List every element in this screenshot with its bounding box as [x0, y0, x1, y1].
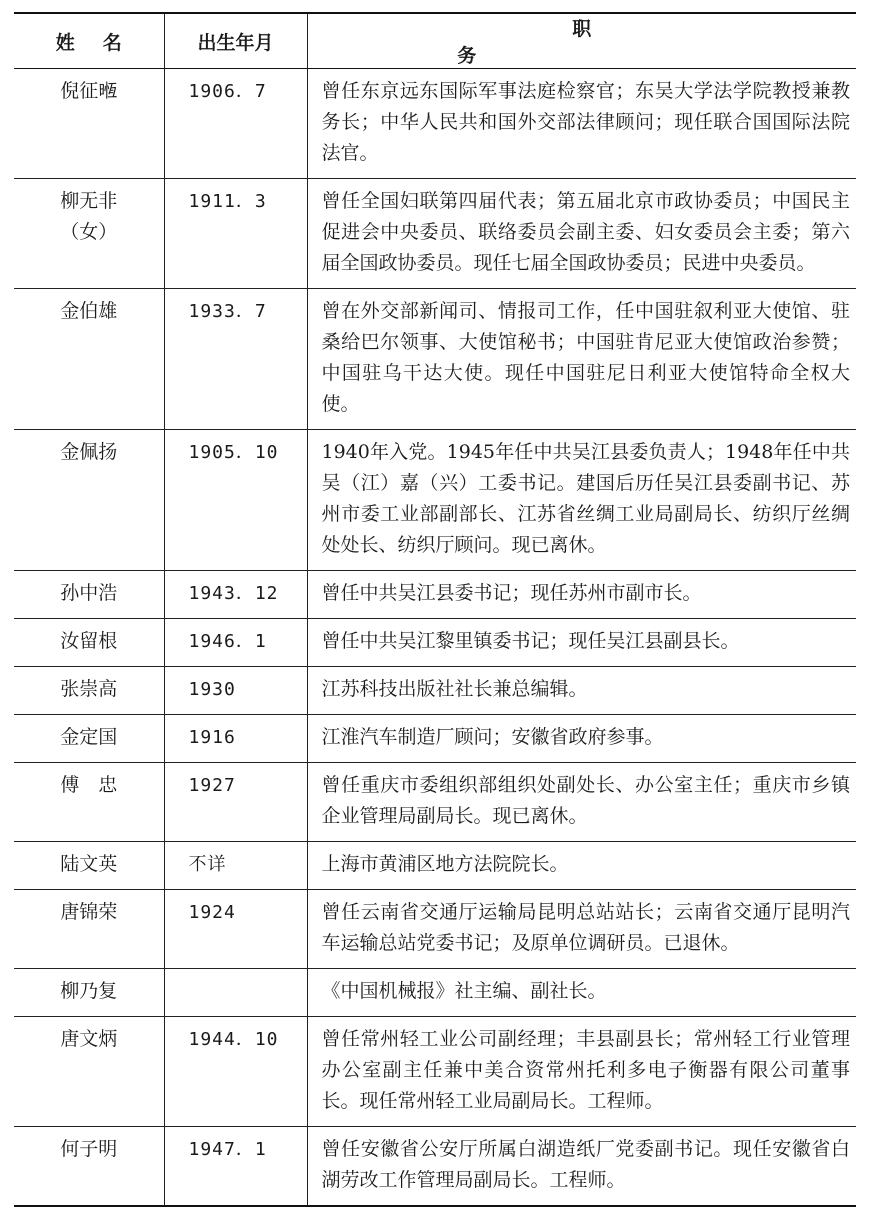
birth-date: 1946．1 [164, 619, 307, 667]
person-name-cell [14, 619, 164, 667]
person-name: 金佩扬 [60, 441, 118, 463]
person-name: 金定国 [60, 726, 118, 748]
birth-date: 1944．10 [164, 1017, 307, 1127]
person-name: 汝留根 [60, 630, 118, 652]
table-row [14, 890, 856, 969]
table-row [14, 969, 856, 1017]
duty-description: 曾任常州轻工业公司副经理；丰县副县长；常州轻工行业管理办公室副主任兼中美合资常州托利多电子衡器有限公司董事长。现任常州轻工业局副局长。工程师。 [307, 1017, 856, 1127]
person-name-cell [14, 715, 164, 763]
personnel-table [14, 12, 856, 1207]
birth-date: 1905．10 [164, 430, 307, 571]
person-name-cell [14, 430, 164, 571]
person-name: 柳无非 [60, 190, 118, 212]
birth-date: 不详 [164, 842, 307, 890]
table-row [14, 179, 856, 289]
header-birth: 出生年月 [164, 13, 307, 69]
birth-date: 1911．3 [164, 179, 307, 289]
duty-description: 曾任安徽省公安厅所属白湖造纸厂党委副书记。现任安徽省白湖劳改工作管理局副局长。工程师。 [307, 1127, 856, 1207]
duty-description: 江淮汽车制造厂顾问；安徽省政府参事。 [307, 715, 856, 763]
person-name-cell [14, 667, 164, 715]
duty-description: 曾任东京远东国际军事法庭检察官；东吴大学法学院教授兼教务长；中华人民共和国外交部法律顾问；现任联合国国际法院法官。 [307, 69, 856, 179]
person-name: 唐锦荣 [60, 901, 118, 923]
person-name: 孙中浩 [60, 582, 118, 604]
table-row [14, 289, 856, 430]
person-name: 何子明 [60, 1138, 118, 1160]
duty-description: 曾任重庆市委组织部组织处副处长、办公室主任；重庆市乡镇企业管理局副局长。现已离休。 [307, 763, 856, 842]
table-row [14, 430, 856, 571]
table-row [14, 1017, 856, 1127]
table-row [14, 619, 856, 667]
duty-description: 江苏科技出版社社长兼总编辑。 [307, 667, 856, 715]
header-name: 姓名 [14, 13, 164, 69]
person-name-cell [14, 69, 164, 179]
duty-description: 曾在外交部新闻司、情报司工作，任中国驻叙利亚大使馆、驻桑给巴尔领事、大使馆秘书；中国驻肯尼亚大使馆政治参赞；中国驻乌干达大使。现任中国驻尼日利亚大使馆特命全权大使。 [307, 289, 856, 430]
person-name-cell [14, 763, 164, 842]
birth-date: 1906．7 [164, 69, 307, 179]
duty-description: 曾任全国妇联第四届代表；第五届北京市政协委员；中国民主促进会中央委员、联络委员会副主委、妇女委员会主委；第六届全国政协委员。现任七届全国政协委员；民进中央委员。 [307, 179, 856, 289]
table-row [14, 571, 856, 619]
person-name: 倪征𣈶 [60, 80, 118, 102]
birth-date: 1943．12 [164, 571, 307, 619]
table-row [14, 763, 856, 842]
person-name-cell [14, 842, 164, 890]
table-header-row [14, 13, 856, 69]
person-name-cell [14, 289, 164, 430]
duty-description: 曾任中共吴江县委书记；现任苏州市副市长。 [307, 571, 856, 619]
header-duty: 职务 [307, 13, 856, 69]
person-name-cell [14, 969, 164, 1017]
duty-description: 曾任中共吴江黎里镇委书记；现任吴江县副县长。 [307, 619, 856, 667]
table-row [14, 667, 856, 715]
person-name-cell [14, 1127, 164, 1207]
birth-date: 1927 [164, 763, 307, 842]
birth-date: 1930 [164, 667, 307, 715]
person-name-note: （女） [60, 221, 118, 243]
duty-description: 1940年入党。1945年任中共吴江县委负责人；1948年任中共吴（江）嘉（兴）工委书记。建国后历任吴江县委副书记、苏州市委工业部副部长、江苏省丝绸工业局副局长、纺织厅丝绸处处长、纺织厅顾问。现已离休。 [307, 430, 856, 571]
table-row [14, 1127, 856, 1207]
person-name-cell [14, 571, 164, 619]
table-row [14, 842, 856, 890]
person-name: 唐文炳 [60, 1028, 118, 1050]
birth-date: 1916 [164, 715, 307, 763]
table-row [14, 69, 856, 179]
person-name: 金伯雄 [60, 300, 118, 322]
person-name-cell [14, 890, 164, 969]
birth-date [164, 969, 307, 1017]
biography-table-page [14, 12, 856, 1207]
person-name-cell [14, 179, 164, 289]
birth-date: 1933．7 [164, 289, 307, 430]
duty-description: 曾任云南省交通厅运输局昆明总站站长；云南省交通厅昆明汽车运输总站党委书记；及原单位调研员。已退休。 [307, 890, 856, 969]
duty-description: 《中国机械报》社主编、副社长。 [307, 969, 856, 1017]
person-name: 陆文英 [60, 853, 118, 875]
person-name: 柳乃复 [60, 980, 118, 1002]
table-row [14, 715, 856, 763]
duty-description: 上海市黄浦区地方法院院长。 [307, 842, 856, 890]
birth-date: 1924 [164, 890, 307, 969]
person-name: 张崇高 [60, 678, 118, 700]
person-name-cell [14, 1017, 164, 1127]
person-name: 傅 忠 [60, 774, 118, 796]
birth-date: 1947．1 [164, 1127, 307, 1207]
